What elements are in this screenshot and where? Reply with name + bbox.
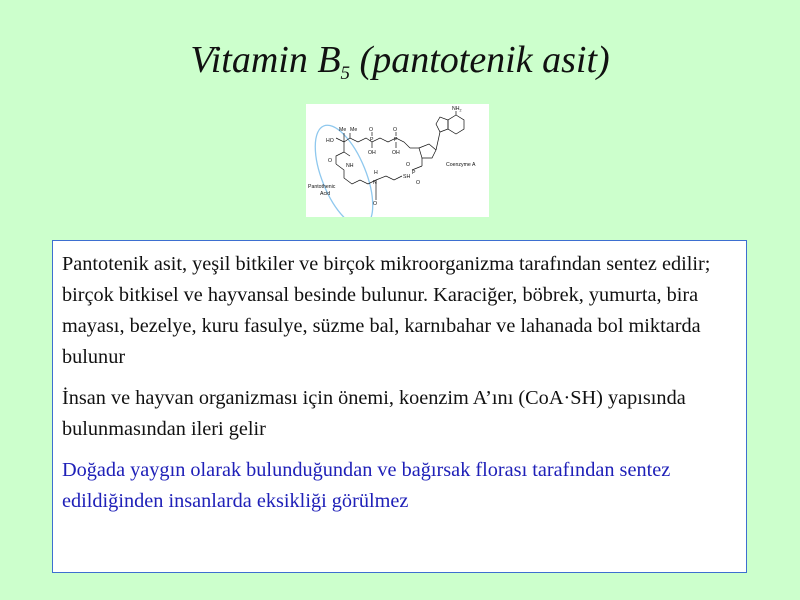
label-me-2: Me	[350, 127, 358, 133]
label-o-f: O	[406, 162, 411, 168]
label-h: H	[374, 170, 378, 176]
label-o-a: O	[369, 127, 374, 133]
label-sh: SH	[403, 174, 411, 180]
label-p-1: P	[370, 137, 374, 143]
label-o-g: O	[416, 180, 421, 186]
paragraph-deficiency-note: Doğada yaygın olarak bulunduğundan ve bağırsak florası tarafından sentez edildiğinden insanlarda eksikliği görülmez	[62, 459, 671, 512]
content-textbox	[52, 240, 747, 573]
label-p-2: P	[394, 137, 398, 143]
label-nh: NH	[346, 163, 354, 169]
label-o-b: O	[393, 127, 398, 133]
label-pantothenic: Pantothenic	[308, 184, 336, 190]
label-o-e: O	[373, 201, 378, 207]
slide-title	[0, 38, 800, 85]
label-coenzyme-a: Coenzyme A	[446, 162, 476, 168]
label-nh2: $NH_2$	[452, 106, 462, 113]
label-oh-2: OH	[392, 150, 400, 156]
title-main: Vitamin B	[190, 39, 341, 81]
paragraph-coa-importance: İnsan ve hayvan organizması için önemi, koenzim A’ını (CoA·SH) yapısında bulunmasından ileri gelir	[62, 387, 686, 440]
paragraph-pantotenik-sources: Pantotenik asit, yeşil bitkiler ve birçok mikroorganizma tarafından sentez edilir; birçok bitkisel ve hayvansal besinde bulunur. Karaciğer, böbrek, yumurta, bira mayası, bezelye, kuru fasulye, süzme bal, karnıbahar ve lahanada bol miktarda bulunur	[62, 253, 711, 368]
label-acid: Acid	[320, 191, 331, 197]
label-ho: HO	[326, 138, 334, 144]
title-subscript: 5	[340, 63, 351, 84]
coenzyme-a-structure-image	[306, 104, 489, 217]
label-oh-1: OH	[368, 150, 376, 156]
label-me-1: Me	[339, 127, 347, 133]
title-suffix: (pantotenik asit)	[350, 39, 610, 81]
label-p-3: P	[412, 170, 416, 176]
label-n: N	[373, 180, 377, 186]
label-o-d: O	[328, 158, 333, 164]
